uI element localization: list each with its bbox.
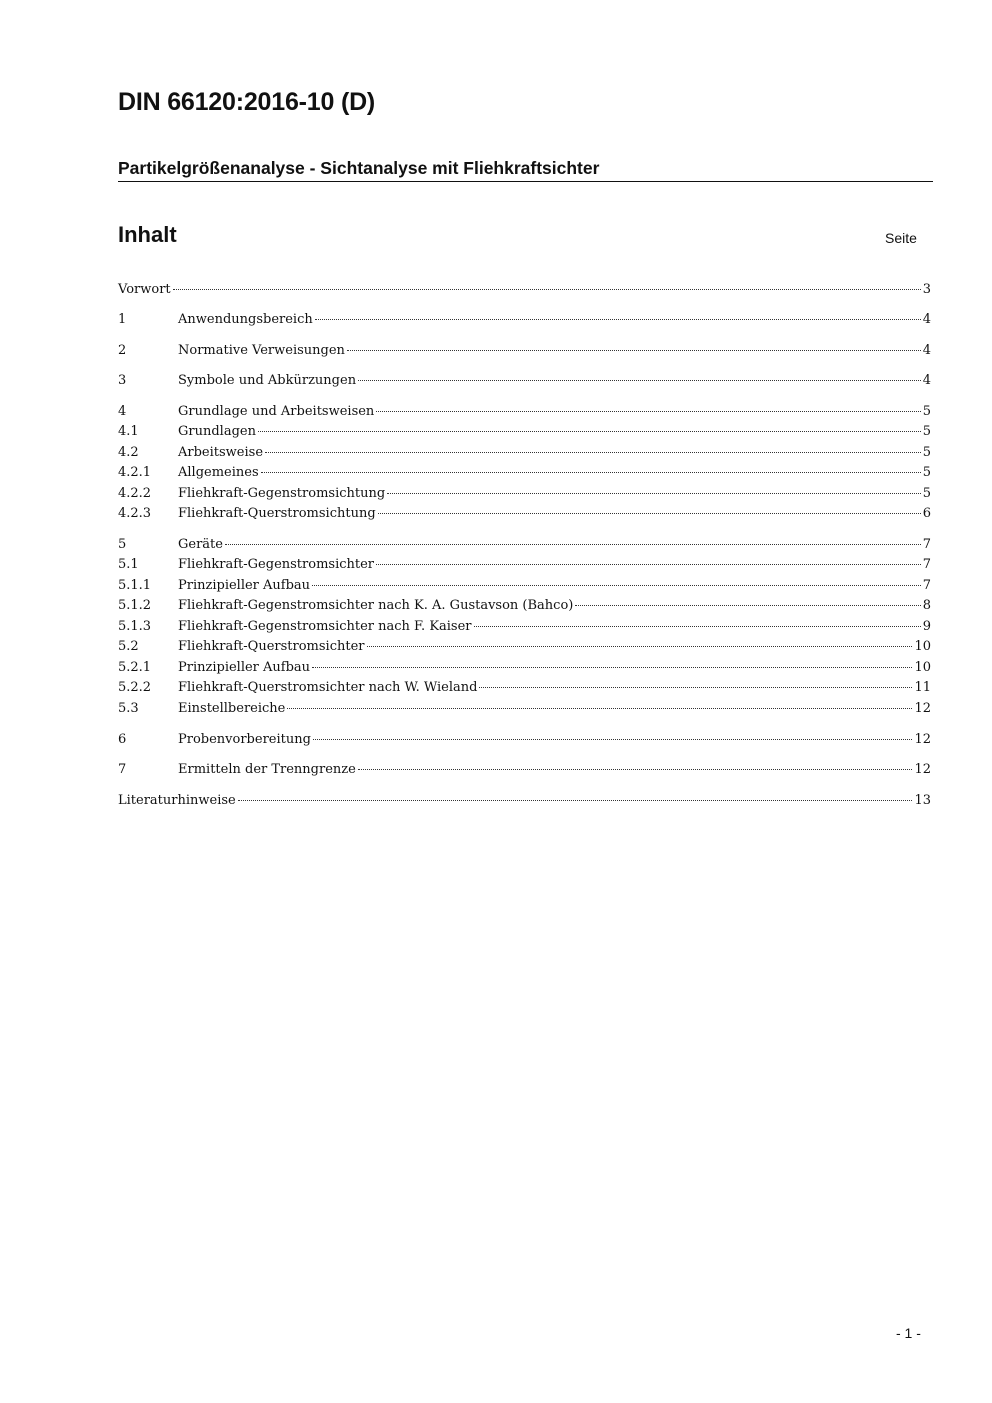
toc-leader-dots <box>376 564 921 565</box>
toc-entry-page: 12 <box>914 701 931 716</box>
toc-leader-dots <box>173 289 921 290</box>
toc-leader-dots <box>312 585 921 586</box>
toc-entry-page: 5 <box>922 486 931 501</box>
toc-leader-dots <box>347 350 921 351</box>
toc-leader-dots <box>258 431 921 432</box>
toc-entry-title: Fliehkraft-Querstromsichter <box>178 639 365 654</box>
toc-leader-dots <box>378 513 921 514</box>
toc-entry-number: 4.2 <box>118 445 139 460</box>
toc-leader-dots <box>225 544 921 545</box>
toc-leader-dots <box>261 472 921 473</box>
toc-entry-1[interactable] <box>118 311 931 328</box>
toc-heading: Inhalt <box>118 222 177 247</box>
toc-entry-page: 7 <box>922 557 931 572</box>
toc-entry-4-2-3[interactable] <box>118 505 931 522</box>
toc-entry-title: Fliehkraft-Gegenstromsichter nach F. Kaiser <box>178 619 472 634</box>
toc-entry-5-1-2[interactable] <box>118 597 931 614</box>
toc-entry-4[interactable] <box>118 403 931 420</box>
toc-entry-page: 7 <box>922 578 931 593</box>
toc-leader-dots <box>376 411 920 412</box>
toc-entry-title: Prinzipieller Aufbau <box>178 578 311 593</box>
toc-leader-dots <box>479 687 912 688</box>
toc-entry-6[interactable] <box>118 731 931 748</box>
toc-entry-title: Geräte <box>178 537 223 552</box>
document-id: DIN 66120:2016-10 (D) <box>118 88 376 116</box>
toc-entry-page: 5 <box>922 424 931 439</box>
toc-entry-literaturhinweise[interactable] <box>118 792 931 809</box>
toc-entry-number: 2 <box>118 343 127 358</box>
toc-entry-page: 11 <box>914 680 931 695</box>
toc-entry-page: 9 <box>922 619 931 634</box>
toc-entry-number: 4.1 <box>118 424 139 439</box>
toc-leader-dots <box>575 605 920 606</box>
toc-entry-vorwort[interactable] <box>118 281 931 298</box>
toc-entry-4-2[interactable] <box>118 444 931 461</box>
toc-leader-dots <box>315 319 921 320</box>
toc-entry-5-1-3[interactable] <box>118 618 931 635</box>
toc-entry-2[interactable] <box>118 342 931 359</box>
toc-entry-number: 4 <box>118 404 127 419</box>
toc-entry-7[interactable] <box>118 761 931 778</box>
toc-entry-title: Anwendungsbereich <box>178 312 313 327</box>
toc-entry-number: 5.1.2 <box>118 598 152 613</box>
toc-entry-number: 5.2 <box>118 639 139 654</box>
toc-entry-number: 5 <box>118 537 127 552</box>
toc-leader-dots <box>287 708 912 709</box>
toc-page-column-heading: Seite <box>885 230 917 246</box>
toc-entry-number: 5.3 <box>118 701 139 716</box>
toc-entry-title: Fliehkraft-Gegenstromsichter nach K. A. Gustavson (Bahco) <box>178 598 574 613</box>
toc-entry-page: 12 <box>914 762 931 777</box>
toc-entry-title: Probenvorbereitung <box>178 732 311 747</box>
toc-entry-title: Ermitteln der Trenngrenze <box>178 762 356 777</box>
toc-entry-number: 6 <box>118 732 127 747</box>
toc-entry-5[interactable] <box>118 536 931 553</box>
toc-leader-dots <box>238 800 913 801</box>
toc-entry-title: Allgemeines <box>178 465 259 480</box>
toc-entry-page: 4 <box>922 343 931 358</box>
toc-leader-dots <box>367 646 913 647</box>
toc-entry-page: 4 <box>922 373 931 388</box>
toc-entry-page: 7 <box>922 537 931 552</box>
toc-entry-number: 5.1 <box>118 557 139 572</box>
toc-entry-title: Grundlagen <box>178 424 256 439</box>
toc-entry-5-1-1[interactable] <box>118 577 931 594</box>
toc-entry-title: Grundlage und Arbeitsweisen <box>178 404 375 419</box>
toc-entry-title: Arbeitsweise <box>178 445 264 460</box>
toc-entry-page: 10 <box>914 639 931 654</box>
toc-entry-title: Symbole und Abkürzungen <box>178 373 357 388</box>
toc-entry-page: 13 <box>914 793 931 808</box>
toc-entry-page: 10 <box>914 660 931 675</box>
toc-entry-5-3[interactable] <box>118 700 931 717</box>
toc-entry-page: 8 <box>922 598 931 613</box>
toc-entry-number: 4.2.1 <box>118 465 152 480</box>
toc-leader-dots <box>265 452 921 453</box>
toc-entry-number: 4.2.3 <box>118 506 152 521</box>
toc-leader-dots <box>313 739 913 740</box>
toc-entry-number: 5.1.3 <box>118 619 152 634</box>
toc-entry-5-2[interactable] <box>118 638 931 655</box>
toc-entry-number: 5.2.2 <box>118 680 152 695</box>
toc-entry-number: 5.1.1 <box>118 578 152 593</box>
toc-entry-5-2-1[interactable] <box>118 659 931 676</box>
toc-entry-title: Fliehkraft-Querstromsichtung <box>178 506 376 521</box>
toc-entry-page: 12 <box>914 732 931 747</box>
toc-entry-page: 5 <box>922 445 931 460</box>
toc-entry-number: 5.2.1 <box>118 660 152 675</box>
toc-entry-4-2-2[interactable] <box>118 485 931 502</box>
document-subtitle: Partikelgrößenanalyse - Sichtanalyse mit Fliehkraftsichter <box>118 158 933 182</box>
toc-entry-number: 1 <box>118 312 127 327</box>
toc-entry-title: Fliehkraft-Querstromsichter nach W. Wieland <box>178 680 478 695</box>
toc-entry-title: Fliehkraft-Gegenstromsichtung <box>178 486 386 501</box>
toc-entry-4-1[interactable] <box>118 423 931 440</box>
toc-leader-dots <box>312 667 912 668</box>
toc-entry-page: 3 <box>922 282 931 297</box>
toc-entry-3[interactable] <box>118 372 931 389</box>
toc-entry-number: 7 <box>118 762 127 777</box>
toc-entry-title: Prinzipieller Aufbau <box>178 660 311 675</box>
toc-entry-title: Fliehkraft-Gegenstromsichter <box>178 557 375 572</box>
toc-leader-dots <box>358 380 921 381</box>
page-number: - 1 - <box>896 1325 921 1341</box>
toc-entry-page: 5 <box>922 465 931 480</box>
toc-entry-page: 6 <box>922 506 931 521</box>
toc-entry-page: 5 <box>922 404 931 419</box>
toc-leader-dots <box>387 493 921 494</box>
toc-entry-page: 4 <box>922 312 931 327</box>
toc-entry-title: Vorwort <box>118 282 171 297</box>
toc-entry-5-2-2[interactable] <box>118 679 931 696</box>
toc-entry-5-1[interactable] <box>118 556 931 573</box>
toc-entry-number: 4.2.2 <box>118 486 152 501</box>
toc-entry-title: Einstellbereiche <box>178 701 286 716</box>
toc-leader-dots <box>474 626 921 627</box>
toc-entry-title: Normative Verweisungen <box>178 343 345 358</box>
toc-entry-4-2-1[interactable] <box>118 464 931 481</box>
toc-leader-dots <box>358 769 913 770</box>
toc-entry-title: Literaturhinweise <box>118 793 236 808</box>
toc-entry-number: 3 <box>118 373 127 388</box>
table-of-contents <box>118 0 931 1403</box>
